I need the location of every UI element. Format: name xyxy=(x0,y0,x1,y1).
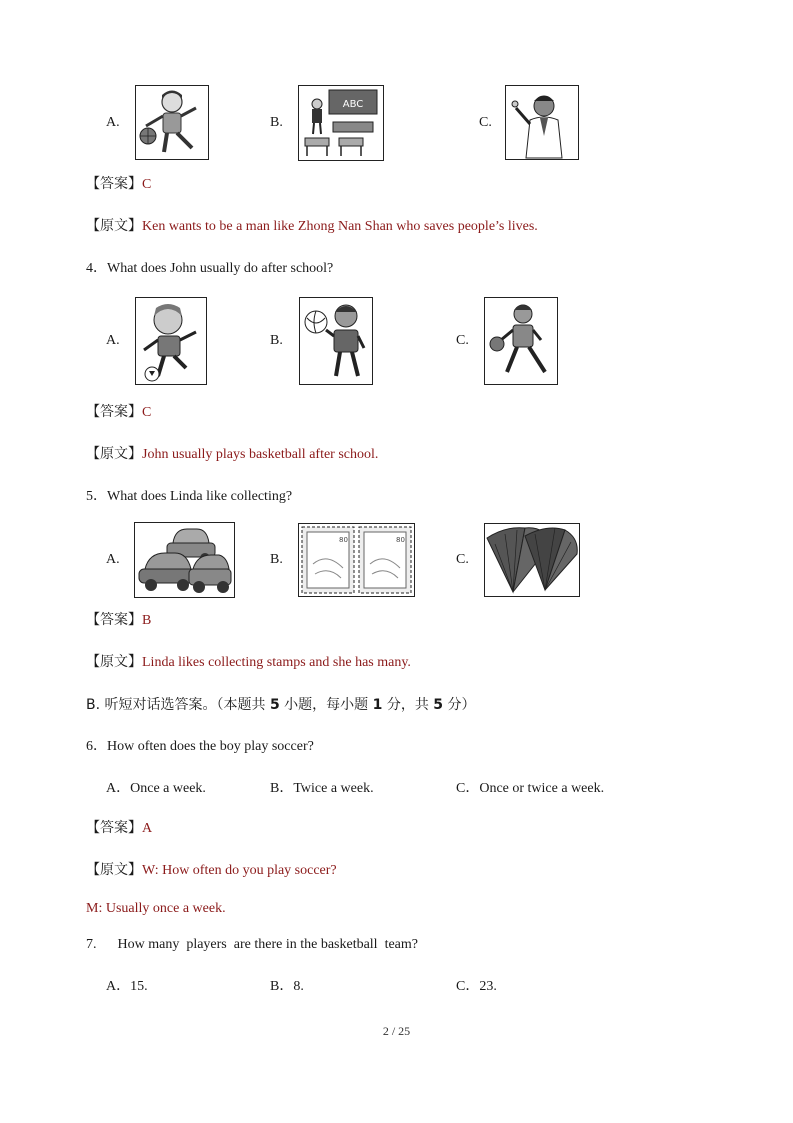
q5-option-a-image xyxy=(134,522,235,598)
boy-volleyball-icon xyxy=(300,298,372,384)
boy-basketball-dribble-icon xyxy=(485,298,557,384)
q5-option-c-letter: C. xyxy=(456,552,469,567)
q7-question: 7. How many players are there in the basketball team? xyxy=(86,937,418,952)
folding-fans-icon xyxy=(485,524,579,596)
q7-option-b: B．8. xyxy=(270,979,304,994)
q5-option-a-letter: A. xyxy=(106,552,120,567)
q4-original-text xyxy=(86,446,378,464)
q6-option-b: B．Twice a week. xyxy=(270,781,374,796)
q3-option-a-image xyxy=(135,85,209,160)
answer-value: C xyxy=(142,177,152,192)
q3-option-c-letter: C. xyxy=(479,115,492,130)
original-tag: 【原文】 xyxy=(86,219,142,234)
q7-option-c: C．23. xyxy=(456,979,497,994)
answer-tag: 【答案】 xyxy=(86,613,142,628)
answer-value: B xyxy=(142,613,152,628)
answer-value: A xyxy=(142,821,153,836)
q3-option-b-image xyxy=(298,85,384,161)
answer-tag: 【答案】 xyxy=(86,821,142,836)
q5-answer xyxy=(86,612,151,630)
q6-question: 6．How often does the boy play soccer? xyxy=(86,739,314,754)
page-number: 2 / 25 xyxy=(382,1024,411,1038)
original-value: Ken wants to be a man like Zhong Nan Shan who saves people’s lives. xyxy=(142,219,538,234)
q4-option-a-image xyxy=(135,297,207,385)
toy-cars-icon xyxy=(135,523,234,597)
answer-value: C xyxy=(142,405,152,420)
q4-option-b-letter: B. xyxy=(270,333,283,348)
q3-option-b-letter: B. xyxy=(270,115,283,130)
q6-option-a: A．Once a week. xyxy=(106,781,206,796)
original-value: John usually plays basketball after school. xyxy=(142,447,379,462)
q6-answer xyxy=(86,820,152,838)
boy-soccer-icon xyxy=(136,298,206,384)
q7-option-a: A．15. xyxy=(106,979,148,994)
answer-tag: 【答案】 xyxy=(86,405,142,420)
q5-option-c-image xyxy=(484,523,580,597)
q4-answer xyxy=(86,404,151,422)
stamp-value-left: 80 xyxy=(339,536,348,544)
q5-question: 5．What does Linda like collecting? xyxy=(86,489,293,504)
section-b-heading: B. 听短对话选答案。（本题共 5 小题，每小题 1 分，共 5 分） xyxy=(86,697,476,713)
stamp-value-right: 80 xyxy=(396,536,405,544)
q5-option-b-letter: B. xyxy=(270,552,283,567)
answer-tag: 【答案】 xyxy=(86,177,142,192)
q6-original-text-m: M: Usually once a week. xyxy=(86,901,226,916)
q3-original-text xyxy=(86,218,538,236)
q4-option-c-image xyxy=(484,297,558,385)
original-tag: 【原文】 xyxy=(86,863,142,878)
original-value-w: W: How often do you play soccer? xyxy=(142,863,337,878)
q3-option-c-image xyxy=(505,85,579,160)
q5-option-b-image xyxy=(298,523,415,597)
q5-original-text xyxy=(86,654,411,672)
q4-option-b-image xyxy=(299,297,373,385)
q4-question: 4．What does John usually do after school? xyxy=(86,261,334,276)
q3-answer xyxy=(86,176,151,194)
original-tag: 【原文】 xyxy=(86,655,142,670)
q4-option-a-letter: A. xyxy=(106,333,120,348)
q6-option-c: C．Once or twice a week. xyxy=(456,781,605,796)
q6-original-text xyxy=(86,862,337,880)
original-value: Linda likes collecting stamps and she has many. xyxy=(142,655,411,670)
boy-basketball-icon xyxy=(136,86,208,159)
q4-option-c-letter: C. xyxy=(456,333,469,348)
doctor-icon xyxy=(506,86,578,159)
teacher-classroom-icon xyxy=(299,86,383,160)
blackboard-text: ABC xyxy=(342,99,364,110)
original-tag: 【原文】 xyxy=(86,447,142,462)
stamps-icon xyxy=(299,524,414,596)
q3-option-a-letter: A. xyxy=(106,115,120,130)
